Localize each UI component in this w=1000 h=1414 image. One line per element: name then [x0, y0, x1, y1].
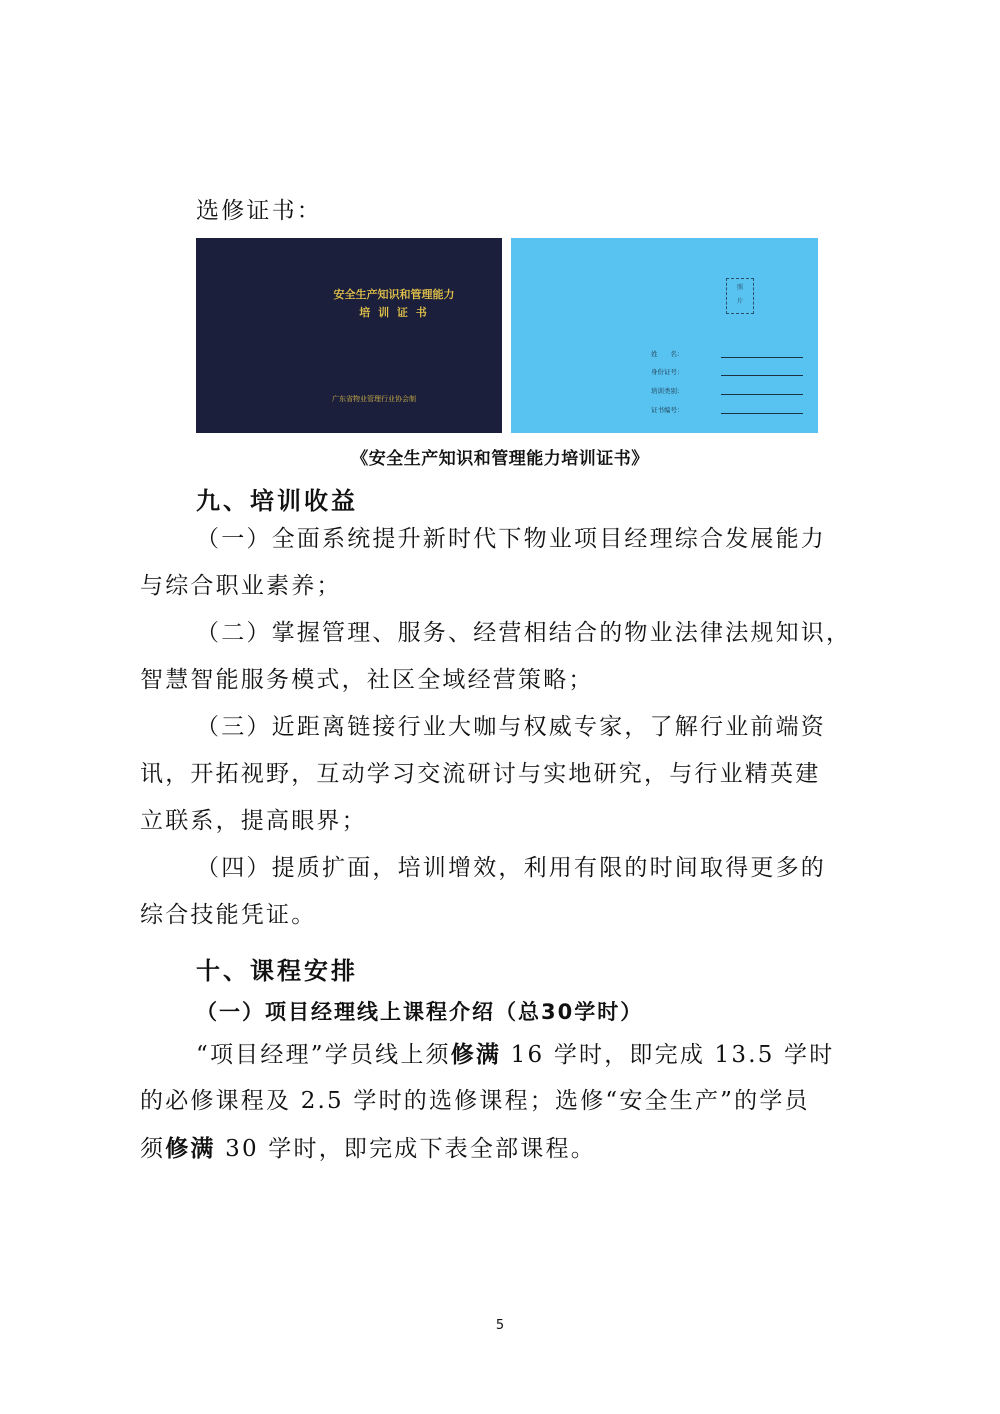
photo-label-2: 片 [736, 298, 743, 305]
paragraph-line: （四）提质扩面，培训增效，利用有限的时间取得更多的 [196, 855, 826, 881]
paragraph-line [140, 1090, 810, 1113]
text-span: 30 学时，即完成下表全部课程。 [215, 1136, 596, 1162]
paragraph-line [196, 1043, 834, 1067]
section-heading-benefits: 九、培训收益 [196, 487, 358, 515]
field-certificate-number: 证书编号： [651, 406, 684, 414]
paragraph-line: （三）近距离链接行业大咖与权威专家，了解行业前端资 [196, 714, 826, 740]
certificate-back-image [511, 238, 818, 433]
field-id-number-line [721, 375, 803, 376]
paragraph-line: 立联系，提高眼界； [140, 808, 367, 834]
paragraph-line [140, 1137, 596, 1161]
field-training-type: 培训类别： [651, 387, 684, 395]
certificate-front-image [196, 238, 502, 433]
paragraph-line: 综合技能凭证。 [140, 902, 317, 928]
paragraph-line: 讯，开拓视野，互动学习交流研讨与实地研究，与行业精英建 [140, 761, 821, 787]
paragraph-line: （一）全面系统提升新时代下物业项目经理综合发展能力 [196, 526, 826, 552]
field-name-line [721, 357, 803, 358]
section-heading-schedule: 十、课程安排 [196, 957, 358, 985]
certificate-subtitle: 培 训 证 书 [359, 306, 429, 319]
field-training-type-line [721, 394, 803, 395]
field-name: 姓 名： [651, 350, 684, 358]
emphasis-text: 修满 [450, 1041, 502, 1068]
emphasis-text: 修满 [165, 1135, 216, 1162]
field-id-number: 身份证号： [651, 368, 684, 376]
text-span: 16 学时，即完成 13.5 学时 [501, 1042, 835, 1068]
paragraph-line: 智慧智能服务模式，社区全域经营策略； [140, 667, 594, 693]
page-number: 5 [495, 1318, 505, 1333]
text-span: 须 [140, 1136, 166, 1162]
certificate-caption: 《安全生产知识和管理能力培训证书》 [351, 449, 649, 469]
photo-placeholder [726, 278, 754, 314]
paragraph-line: 与综合职业素养； [140, 573, 342, 599]
text-span: “项目经理”学员线上须 [196, 1042, 451, 1068]
certificate-publisher: 广东省物业管理行业协会制 [332, 395, 416, 403]
photo-label-1: 照 [736, 284, 743, 291]
text-span: 的必修课程及 2.5 学时的选修课程；选修“安全生产”的学员 [140, 1088, 810, 1114]
certificate-title: 安全生产知识和管理能力 [333, 288, 455, 301]
certificate-label: 选修证书： [196, 198, 322, 224]
field-certificate-number-line [721, 413, 803, 414]
subheading-online-courses: （一）项目经理线上课程介绍（总30学时） [196, 1000, 644, 1024]
paragraph-line: （二）掌握管理、服务、经营相结合的物业法律法规知识， [196, 620, 852, 646]
